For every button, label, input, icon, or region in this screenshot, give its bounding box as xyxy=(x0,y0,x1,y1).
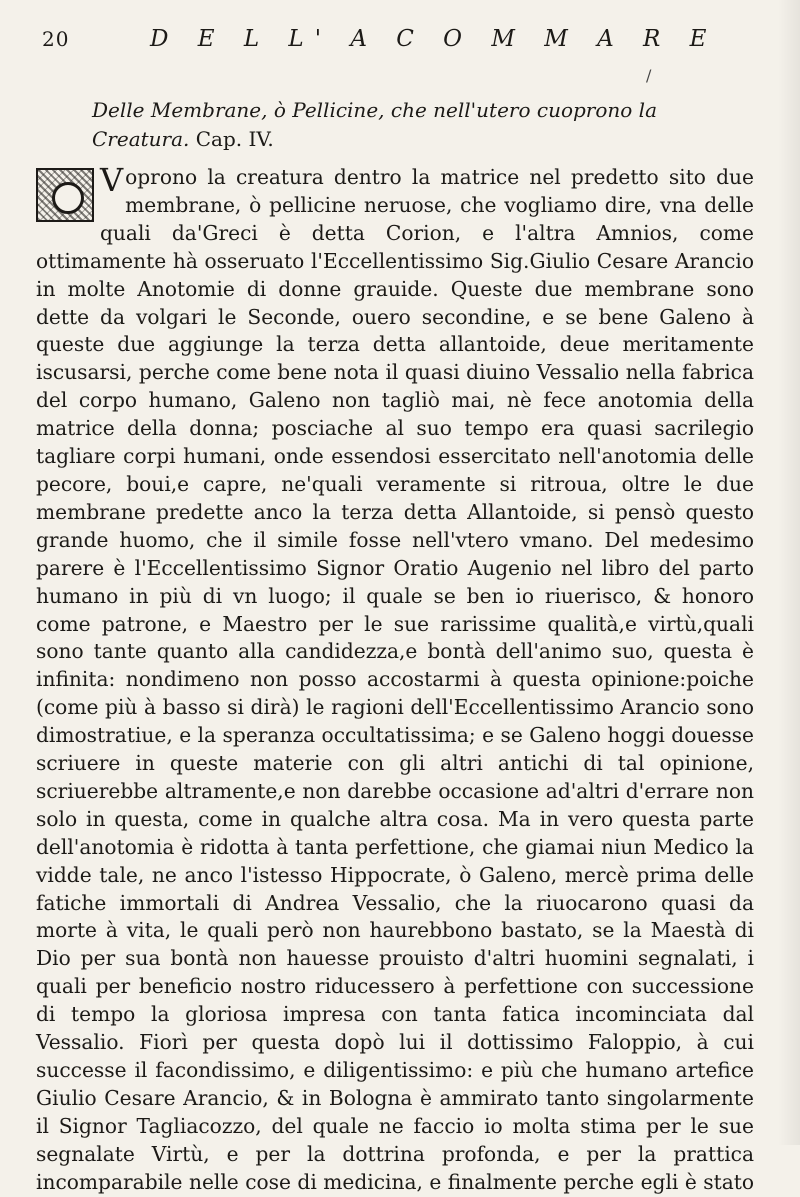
chapter-heading xyxy=(92,96,732,154)
chapter-number: Cap. IV. xyxy=(195,127,274,151)
chapter-title: Delle Membrane, ò Pellicine, che nell'utero cuoprono la Creatura. xyxy=(92,98,657,151)
running-head xyxy=(36,26,754,68)
running-title: D E L L' A C O M M A R E xyxy=(150,26,718,52)
body-paragraph: oprono la creatura dentro la matrice nel predetto sito due membrane, ò pellicine neruose, che vogliamo dire, vna delle quali da'Greci è detta Corion, e l'altra Amnios, come ottimamente hà osseruato l'Eccellentissimo Sig.Giulio Cesare Arancio in molte Anotomie di donne grauide. Queste due membrane sono dette da volgari le Seconde, ouero secondine, e se bene Galeno à queste due aggiunge la terza detta allantoide, deue meritamente iscusarsi, perche come bene nota il quasi diuino Vessalio nella fabrica del corpo humano, Galeno non tagliò mai, nè fece anotomia della matrice della donna; posciache al suo tempo era quasi sacrilegio tagliare corpi humani, onde essendosi essercitato nell'anotomia delle pecore, boui,e capre, ne'quali veramente si ritroua, oltre le due membrane predette anco la terza detta Allantoide, si pensò questo grande huomo, che il simile fosse nell'vtero vmano. Del medesimo parere è l'Eccellentissimo Signor Oratio Augenio nel libro del parto humano in più di vn luogo; il quale se ben io riuerisco, & honoro come patrone, e Maestro per le sue rarissime qualità,e virtù,quali sono tante quanto alla candidezza,e bontà dell'animo suo, questa è infinita: nondimeno non posso accostarmi à questa opinione:poiche (come più à basso si dirà) le ragioni dell'Eccellentissimo Arancio sono dimostratiue, e la speranza occultatissima; e se Galeno hoggi douesse scriuere in queste materie con gli altri antichi di tal opinione, scriuerebbe altramente,e non darebbe occasione ad'altri d'errare non solo in questa, come in qualche altra cosa. Ma in vero questa parte dell'anotomia è ridotta à tanta perfettione, che giamai niun Medico la vidde tale, ne anco l'istesso Hippocrate, ò Galeno, mercè prima delle fatiche immortali di Andrea Vessalio, che la riuocarono quasi da morte à vita, le quali però non haurebbono bastato, se la Maestà di Dio per sua bontà non hauesse prouisto d'altri huomini segnalati, i quali per beneficio nostro riducessero à perfettione con successione di tempo la gloriosa impresa con tanta fatica incominciata dal Vessalio. Fiorì per questa dopò lui il dottissimo Faloppio, à cui successe il facondissimo, e diligentissimo: e più che humano artefice Giulio Cesare Arancio, & in Bologna è ammirato tanto singolarmente il Signor Tagliacozzo, del quale ne faccio io molta stima per le sue segnalate Virtù, e per la dottrina profonda, e per la prattica incomparabile nelle cose di medicina, e finalmente perche egli è stato xyxy=(36,165,754,1194)
drop-cap-letter: V xyxy=(100,161,124,199)
stray-ink-mark: / xyxy=(646,66,652,85)
body-text xyxy=(36,161,754,1197)
page-number: 20 xyxy=(42,27,70,51)
page-edge-shadow xyxy=(778,0,800,1145)
decorative-initial-ornament-icon xyxy=(36,168,94,222)
